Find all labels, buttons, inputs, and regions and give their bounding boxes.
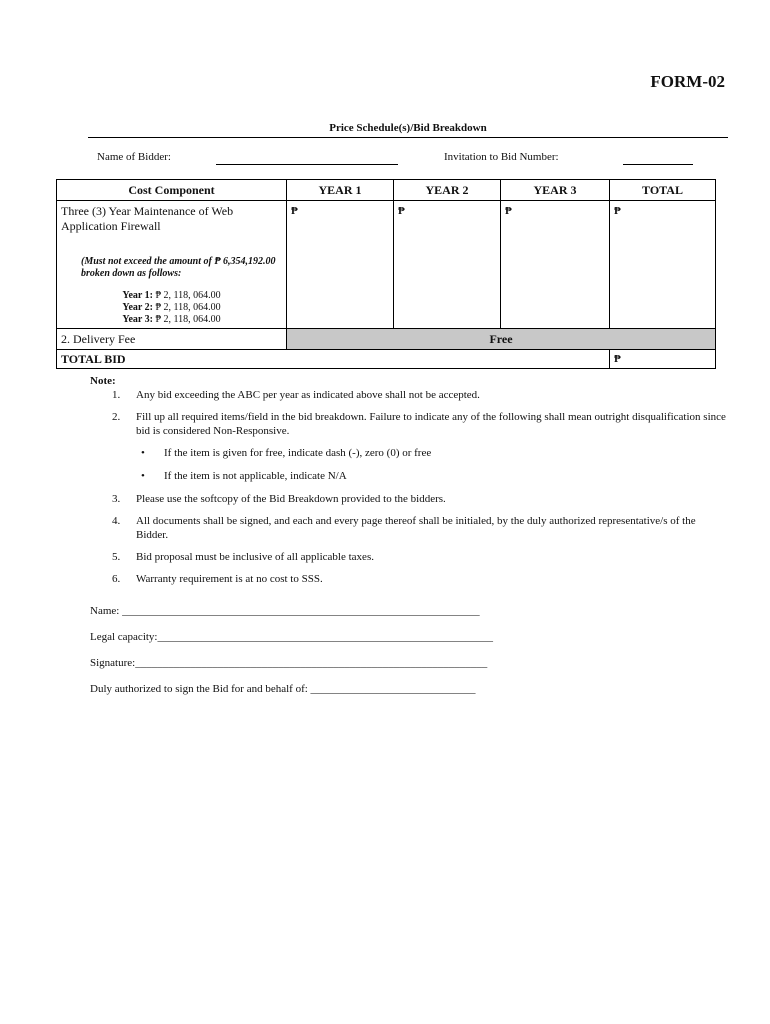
- table-row: [57, 201, 716, 329]
- itb-number-field[interactable]: [623, 164, 693, 165]
- item1-year-breakdown: [61, 290, 282, 326]
- header-year-3: YEAR 3: [501, 180, 610, 201]
- note-item: 3. Please use the softcopy of the Bid Breakdown provided to the bidders.: [112, 493, 446, 505]
- peso-sign: ₱: [291, 205, 298, 217]
- total-bid-row: [57, 350, 716, 369]
- total-bid-cell[interactable]: [610, 350, 716, 369]
- note-item: 1. Any bid exceeding the ABC per year as indicated above shall not be accepted.: [112, 389, 480, 401]
- item1-year1-cell[interactable]: [287, 201, 394, 329]
- header-year-1: YEAR 1: [287, 180, 394, 201]
- note-bullet: • If the item is not applicable, indicate N/A: [141, 470, 347, 482]
- delivery-fee-free-cell: Free: [287, 329, 716, 350]
- bid-breakdown-table: [56, 179, 716, 369]
- item1-description: Three (3) Year Maintenance of Web Application Firewall: [61, 204, 234, 233]
- form-number: FORM-02: [650, 72, 725, 91]
- total-bid-label: TOTAL BID: [57, 350, 501, 369]
- signatory-name-field[interactable]: Name: _________________________________________________________________: [90, 605, 480, 617]
- title-divider: [88, 137, 728, 138]
- item2-description: 2. Delivery Fee: [57, 329, 287, 350]
- year1-breakdown: Year 1: ₱ 2, 118, 064.00: [122, 290, 221, 301]
- year2-breakdown: Year 2: ₱ 2, 118, 064.00: [122, 302, 221, 313]
- bidder-name-field[interactable]: [216, 164, 398, 165]
- header-cost-component: Cost Component: [57, 180, 287, 201]
- peso-sign: ₱: [398, 205, 405, 217]
- item1-total-cell[interactable]: [610, 201, 716, 329]
- legal-capacity-field[interactable]: Legal capacity:_____________________________________________________________: [90, 631, 493, 643]
- notes-section: [90, 374, 730, 594]
- header-total: TOTAL: [610, 180, 716, 201]
- note-item: 4. All documents shall be signed, and each and every page thereof shall be initialed, by the duly authorized representative/s of the Bidder.: [112, 515, 696, 541]
- form-title: Price Schedule(s)/Bid Breakdown: [329, 122, 487, 134]
- table-header-row: [57, 180, 716, 201]
- notes-heading: Note:: [90, 375, 116, 387]
- note-item: 5. Bid proposal must be inclusive of all applicable taxes.: [112, 551, 374, 563]
- peso-sign: ₱: [614, 205, 621, 217]
- signature-field[interactable]: Signature:________________________________________________________________: [90, 657, 488, 669]
- bidder-label: Name of Bidder:: [97, 151, 171, 163]
- table-row: [57, 329, 716, 350]
- header-year-2: YEAR 2: [394, 180, 501, 201]
- note-item: 2. Fill up all required items/field in the bid breakdown. Failure to indicate any of the following shall mean outright disqualification since bid is considered Non-Responsive.: [112, 411, 726, 437]
- item1-year3-cell[interactable]: [501, 201, 610, 329]
- note-item: 6. Warranty requirement is at no cost to SSS.: [112, 573, 323, 585]
- itb-label: Invitation to Bid Number:: [444, 151, 559, 163]
- item1-cost-component: [57, 201, 287, 329]
- peso-sign: ₱: [614, 353, 621, 365]
- item1-year2-cell[interactable]: [394, 201, 501, 329]
- total-bid-spacer: [501, 350, 610, 369]
- authorized-for-field[interactable]: Duly authorized to sign the Bid for and behalf of: ______________________________: [90, 683, 476, 695]
- year3-breakdown: Year 3: ₱ 2, 118, 064.00: [122, 314, 221, 325]
- peso-sign: ₱: [505, 205, 512, 217]
- note-bullet: • If the item is given for free, indicate dash (-), zero (0) or free: [141, 447, 432, 459]
- item1-ceiling-note: (Must not exceed the amount of ₱ 6,354,192.00 broken down as follows:: [81, 256, 276, 279]
